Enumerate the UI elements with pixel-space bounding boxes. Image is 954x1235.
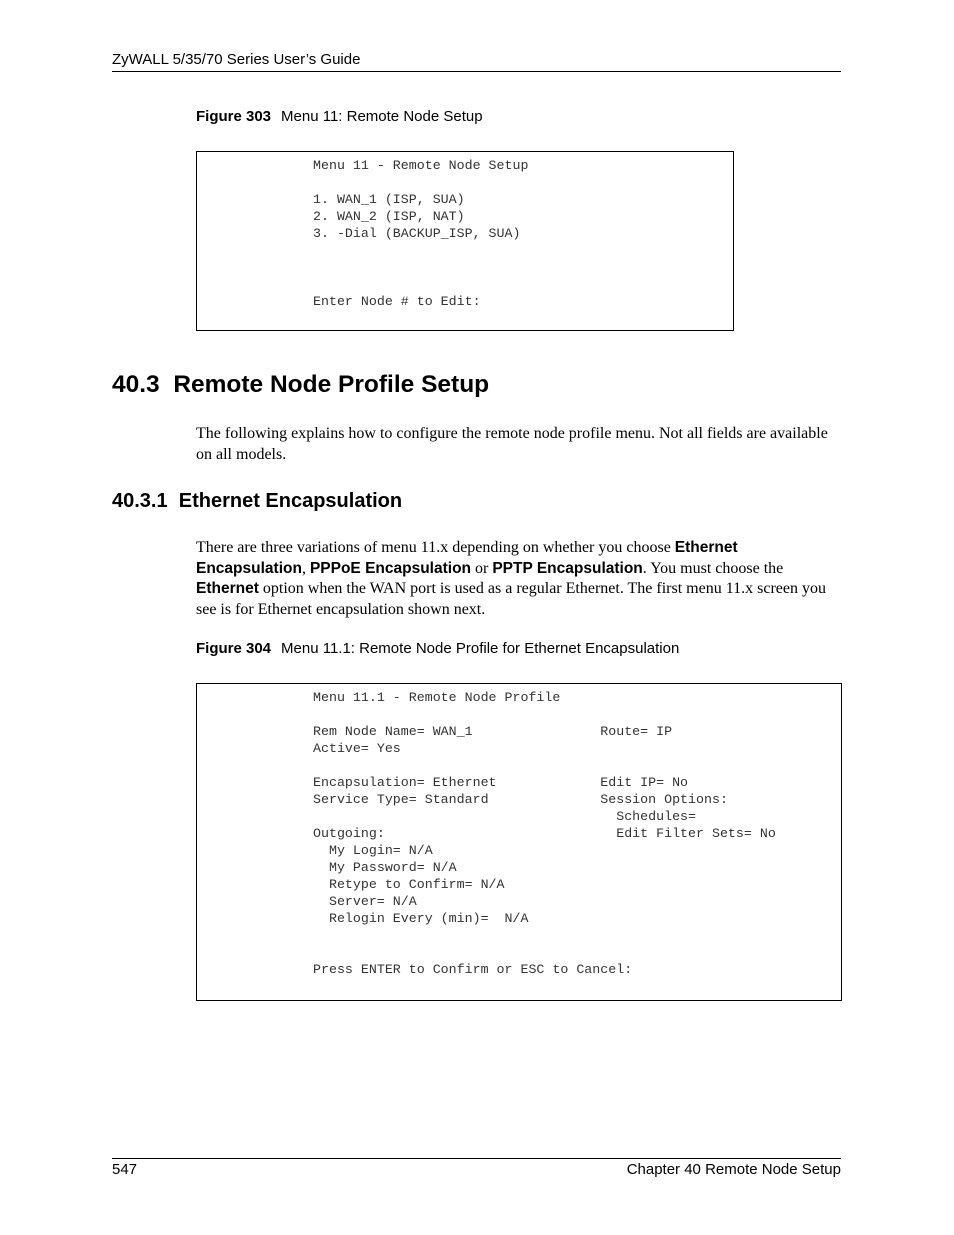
- figure-303-title: Menu 11: Remote Node Setup: [281, 108, 483, 125]
- section-intro: The following explains how to configure the remote node profile menu. Not all fields are available on all models.: [196, 425, 828, 463]
- header-rule: [112, 71, 841, 72]
- para-bold-ethernet: Ethernet: [196, 580, 259, 597]
- footer-chapter: Chapter 40 Remote Node Setup: [626, 1161, 841, 1178]
- subsection-title: Ethernet Encapsulation: [178, 490, 403, 512]
- para-text-2: ,: [301, 559, 310, 577]
- footer-rule: [112, 1158, 841, 1159]
- figure-304-title: Menu 11.1: Remote Node Profile for Ethernet Encapsulation: [281, 640, 680, 657]
- para-text-4: . You must choose the: [642, 559, 784, 577]
- subsection-number: 40.3.1: [112, 490, 168, 512]
- para-text-5: option when the WAN port is used as a regular Ethernet. The first menu 11.x screen you see is for Ethernet encapsulation shown next.: [196, 580, 826, 618]
- figure-303-number: Figure 303: [196, 108, 272, 125]
- section-heading: [112, 371, 489, 399]
- section-title: Remote Node Profile Setup: [173, 371, 490, 398]
- figure-304-caption: [196, 640, 679, 657]
- figure-303-screen-text: Menu 11 - Remote Node Setup 1. WAN_1 (ISP, SUA) 2. WAN_2 (ISP, NAT) 3. -Dial (BACKUP_ISP, SUA) Enter Node # to Edit:: [313, 158, 529, 309]
- para-bold-pppoe-encapsulation: PPPoE Encapsulation: [309, 559, 471, 577]
- section-number: 40.3: [112, 371, 160, 398]
- figure-303-screen: [196, 151, 734, 331]
- para-text-3: or: [471, 559, 493, 577]
- para-text-1: There are three variations of menu 11.x depending on whether you choose: [196, 539, 675, 556]
- para-bold-pptp-encapsulation: PPTP Encapsulation: [492, 559, 643, 577]
- para-bold-ethernet-encapsulation: Ethernet Encapsulation: [196, 539, 738, 577]
- running-header: ZyWALL 5/35/70 Series User’s Guide: [112, 51, 361, 68]
- subsection-heading: [112, 490, 402, 513]
- figure-304-screen: [196, 683, 842, 1001]
- figure-304-screen-text: Menu 11.1 - Remote Node Profile Rem Node Name= WAN_1 Route= IP Active= Yes Encapsulation= Ethernet Edit IP= No Service Type= Standard Session Options: Schedules= Outgoing: Edit Filter Sets= No My Login= N/A My Password= N/A Retype to Confirm= N/A Server= N/A Relogin Every (min)= N/A Press ENTER to Confirm or ESC to Cancel:: [313, 690, 776, 977]
- figure-304-number: Figure 304: [196, 640, 272, 657]
- figure-303-caption: [196, 108, 483, 125]
- subsection-paragraph: [196, 538, 842, 620]
- page-number: 547: [112, 1161, 138, 1178]
